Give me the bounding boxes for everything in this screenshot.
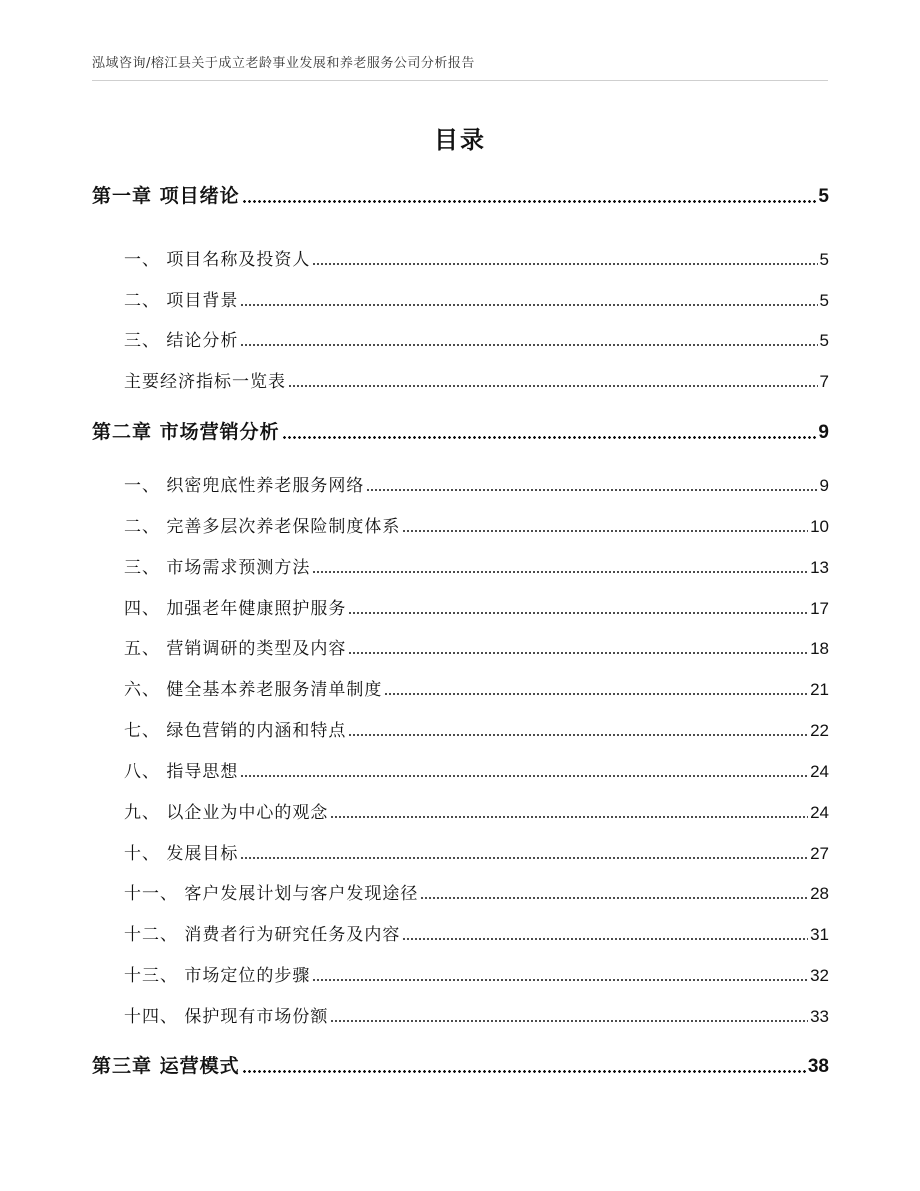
dot-leader (348, 719, 808, 736)
toc-section-2-7[interactable] (92, 715, 829, 741)
toc-section-2-12[interactable] (92, 919, 829, 945)
dot-leader (402, 515, 808, 532)
toc-entry-page: 5 (819, 250, 829, 269)
toc-entry-label: 十、 发展目标 (124, 844, 239, 864)
toc-entry-label: 二、 项目背景 (124, 291, 239, 311)
toc-entry-page: 22 (810, 721, 829, 740)
toc-entry-label: 七、 绿色营销的内涵和特点 (124, 721, 347, 741)
toc-chapter-1[interactable] (92, 180, 829, 208)
toc-entry-page: 9 (818, 422, 829, 443)
toc-section-2-9[interactable] (92, 797, 829, 823)
toc-section-1-1[interactable] (92, 244, 829, 270)
toc-section-1-2[interactable] (92, 285, 829, 311)
toc-entry-page: 28 (810, 884, 829, 903)
dot-leader (282, 420, 817, 439)
toc-entry-page: 10 (810, 517, 829, 536)
toc-section-2-3[interactable] (92, 552, 829, 578)
toc-entry-label: 十二、 消费者行为研究任务及内容 (124, 925, 401, 945)
dot-leader (420, 882, 808, 899)
toc-entry-label: 三、 结论分析 (124, 331, 239, 351)
toc-section-2-5[interactable] (92, 633, 829, 659)
toc-chapter-3[interactable] (92, 1050, 829, 1078)
dot-leader (330, 801, 808, 818)
toc-section-2-8[interactable] (92, 756, 829, 782)
dot-leader (330, 1005, 808, 1022)
toc-entry-label: 六、 健全基本养老服务清单制度 (124, 680, 383, 700)
toc-section-1-table[interactable] (92, 366, 829, 392)
toc-entry-label: 三、 市场需求预测方法 (124, 558, 311, 578)
toc-entry-label: 十三、 市场定位的步骤 (124, 966, 311, 986)
toc-entry-label: 八、 指导思想 (124, 762, 239, 782)
toc-section-2-10[interactable] (92, 838, 829, 864)
toc-entry-page: 17 (810, 599, 829, 618)
toc-title: 目录 (434, 126, 486, 154)
toc-entry-page: 21 (810, 680, 829, 699)
toc-entry-page: 27 (810, 844, 829, 863)
toc-entry-page: 5 (819, 331, 829, 350)
toc-entry-label: 四、 加强老年健康照护服务 (124, 599, 347, 619)
toc-entry-label: 一、 项目名称及投资人 (124, 250, 311, 270)
toc-entry-page: 13 (810, 558, 829, 577)
toc-entry-label: 一、 织密兜底性养老服务网络 (124, 476, 365, 496)
header-divider (92, 80, 828, 81)
dot-leader (240, 289, 817, 306)
dot-leader (366, 474, 817, 491)
toc-entry-page: 9 (819, 476, 829, 495)
toc-entry-label: 主要经济指标一览表 (124, 372, 286, 392)
toc-entry-label: 九、 以企业为中心的观念 (124, 803, 329, 823)
toc-entry-page: 24 (810, 762, 829, 781)
dot-leader (242, 1054, 806, 1073)
toc-entry-page: 7 (819, 372, 829, 391)
toc-entry-page: 5 (819, 291, 829, 310)
dot-leader (242, 184, 817, 203)
dot-leader (312, 248, 817, 265)
toc-section-2-4[interactable] (92, 593, 829, 619)
dot-leader (240, 760, 808, 777)
toc-entry-label: 五、 营销调研的类型及内容 (124, 639, 347, 659)
dot-leader (348, 637, 808, 654)
toc-entry-label: 十一、 客户发展计划与客户发现途径 (124, 884, 419, 904)
toc-chapter-2[interactable] (92, 416, 829, 444)
toc-entry-page: 33 (810, 1007, 829, 1026)
toc-entry-page: 32 (810, 966, 829, 985)
toc-entry-label: 十四、 保护现有市场份额 (124, 1007, 329, 1027)
toc-section-2-11[interactable] (92, 878, 829, 904)
toc-entry-label: 第二章 市场营销分析 (92, 421, 280, 443)
toc-entry-page: 24 (810, 803, 829, 822)
toc-entry-page: 31 (810, 925, 829, 944)
dot-leader (312, 556, 808, 573)
dot-leader (240, 842, 808, 859)
toc-entry-page: 18 (810, 639, 829, 658)
toc-section-2-2[interactable] (92, 511, 829, 537)
toc-entry-page: 5 (818, 186, 829, 207)
toc-section-2-13[interactable] (92, 960, 829, 986)
dot-leader (312, 964, 808, 981)
dot-leader (240, 329, 817, 346)
dot-leader (384, 678, 808, 695)
toc-section-2-14[interactable] (92, 1001, 829, 1027)
toc-section-2-6[interactable] (92, 674, 829, 700)
toc-entry-label: 第三章 运营模式 (92, 1055, 240, 1077)
toc-section-2-1[interactable] (92, 470, 829, 496)
toc-entry-page: 38 (807, 1056, 829, 1077)
dot-leader (402, 923, 808, 940)
running-header: 泓域咨询/榕江县关于成立老龄事业发展和养老服务公司分析报告 (92, 56, 475, 71)
dot-leader (348, 597, 808, 614)
toc-entry-label: 二、 完善多层次养老保险制度体系 (124, 517, 401, 537)
dot-leader (288, 370, 818, 387)
toc-entry-label: 第一章 项目绪论 (92, 185, 240, 207)
toc-section-1-3[interactable] (92, 325, 829, 351)
